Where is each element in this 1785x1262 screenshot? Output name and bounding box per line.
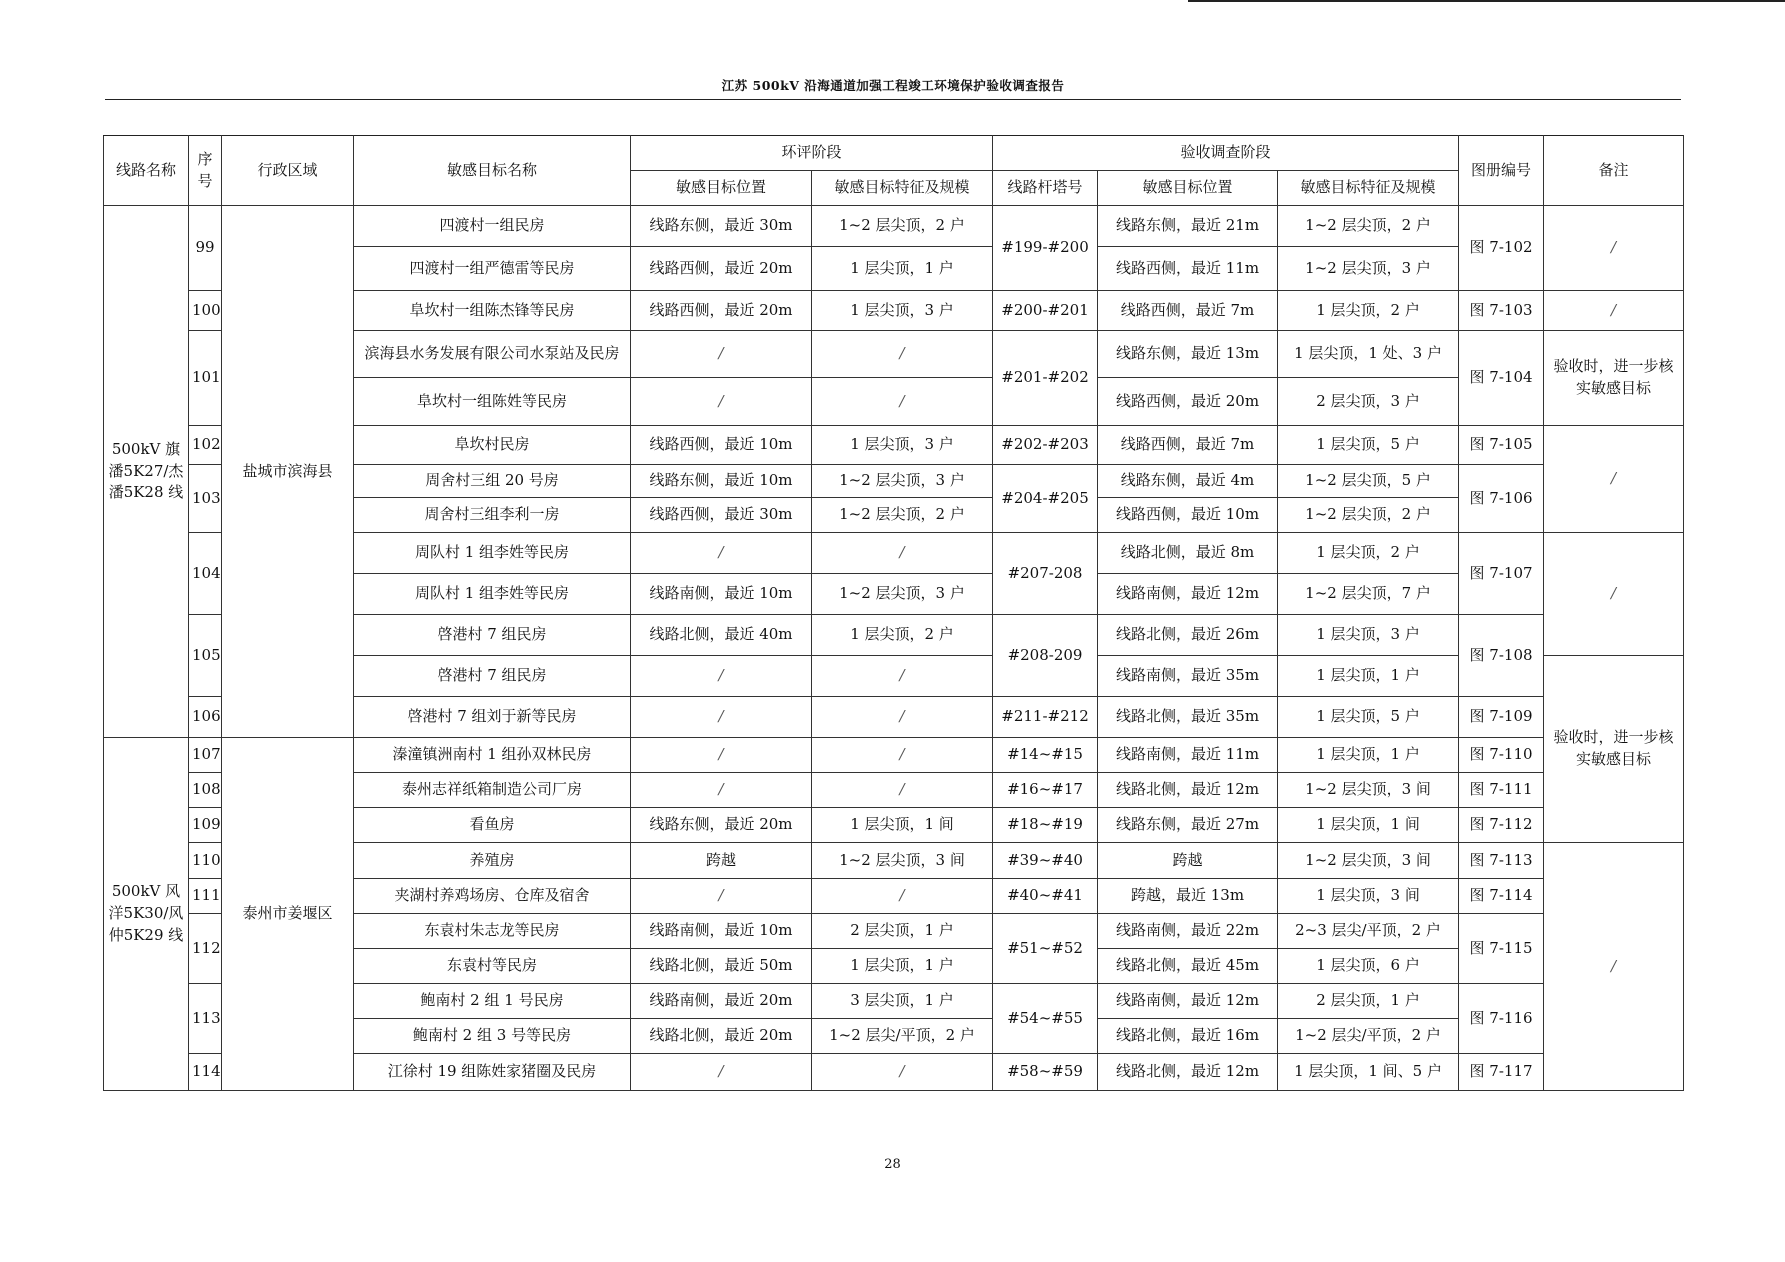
tower-cell: #199-#200	[993, 206, 1098, 291]
tower-cell: #39~#40	[993, 843, 1098, 879]
acc-feature-cell: 1 层尖顶，5 户	[1278, 426, 1459, 465]
acc-location-cell: 线路南侧，最近 22m	[1098, 914, 1278, 949]
acc-location-cell: 跨越	[1098, 843, 1278, 879]
target-name-cell: 周舍村三组 20 号房	[354, 465, 631, 498]
eia-feature-cell: 1~2 层尖顶，3 户	[812, 574, 993, 615]
acc-location-cell: 线路西侧，最近 7m	[1098, 291, 1278, 331]
col-header-acc-feature: 敏感目标特征及规模	[1278, 171, 1459, 206]
target-name-cell: 东袁村等民房	[354, 949, 631, 984]
col-header-region: 行政区域	[222, 136, 354, 206]
acc-feature-cell: 1~2 层尖顶，5 户	[1278, 465, 1459, 498]
acc-location-cell: 跨越，最近 13m	[1098, 879, 1278, 914]
target-name-cell: 啓港村 7 组民房	[354, 615, 631, 656]
figure-cell: 图 7-114	[1459, 879, 1544, 914]
target-name-cell: 阜坎村民房	[354, 426, 631, 465]
target-name-cell: 东袁村朱志龙等民房	[354, 914, 631, 949]
figure-cell: 图 7-113	[1459, 843, 1544, 879]
tower-cell: #208-209	[993, 615, 1098, 697]
eia-location-cell: /	[631, 331, 812, 378]
acc-location-cell: 线路北侧，最近 12m	[1098, 773, 1278, 808]
acc-location-cell: 线路东侧，最近 21m	[1098, 206, 1278, 247]
col-header-eia-stage: 环评阶段	[631, 136, 993, 171]
figure-cell: 图 7-110	[1459, 738, 1544, 773]
tower-cell: #202-#203	[993, 426, 1098, 465]
acc-feature-cell: 1 层尖顶，2 户	[1278, 291, 1459, 331]
eia-feature-cell: 1~2 层尖顶，3 户	[812, 465, 993, 498]
eia-feature-cell: 1 层尖顶，1 户	[812, 247, 993, 291]
acc-location-cell: 线路北侧，最近 26m	[1098, 615, 1278, 656]
seq-cell: 104	[189, 533, 222, 615]
eia-location-cell: 线路南侧，最近 10m	[631, 914, 812, 949]
region-cell: 盐城市滨海县	[222, 206, 354, 738]
tower-cell: #204-#205	[993, 465, 1098, 533]
eia-feature-cell: /	[812, 738, 993, 773]
remark-cell: 验收时，进一步核实敏感目标	[1544, 656, 1684, 843]
acc-location-cell: 线路东侧，最近 13m	[1098, 331, 1278, 378]
seq-cell: 100	[189, 291, 222, 331]
eia-location-cell: 线路北侧，最近 40m	[631, 615, 812, 656]
col-header-seq: 序号	[189, 136, 222, 206]
acc-location-cell: 线路南侧，最近 12m	[1098, 984, 1278, 1019]
acc-location-cell: 线路北侧，最近 35m	[1098, 697, 1278, 738]
eia-location-cell: 线路北侧，最近 50m	[631, 949, 812, 984]
eia-feature-cell: /	[812, 773, 993, 808]
acc-feature-cell: 1 层尖顶，3 间	[1278, 879, 1459, 914]
target-name-cell: 四渡村一组民房	[354, 206, 631, 247]
acc-feature-cell: 1 层尖顶，3 户	[1278, 615, 1459, 656]
figure-cell: 图 7-105	[1459, 426, 1544, 465]
report-header: 江苏 500kV 沿海通道加强工程竣工环境保护验收调查报告	[721, 78, 1065, 93]
col-header-line-name: 线路名称	[104, 136, 189, 206]
acc-feature-cell: 1 层尖顶，1 间、5 户	[1278, 1054, 1459, 1091]
eia-location-cell: 跨越	[631, 843, 812, 879]
acc-location-cell: 线路西侧，最近 7m	[1098, 426, 1278, 465]
target-name-cell: 周舍村三组李利一房	[354, 498, 631, 533]
seq-cell: 107	[189, 738, 222, 773]
acc-feature-cell: 2~3 层尖/平顶，2 户	[1278, 914, 1459, 949]
acc-location-cell: 线路北侧，最近 45m	[1098, 949, 1278, 984]
acc-location-cell: 线路北侧，最近 8m	[1098, 533, 1278, 574]
col-header-acceptance-stage: 验收调查阶段	[993, 136, 1459, 171]
eia-location-cell: /	[631, 738, 812, 773]
tower-cell: #16~#17	[993, 773, 1098, 808]
acc-feature-cell: 2 层尖顶，1 户	[1278, 984, 1459, 1019]
figure-cell: 图 7-117	[1459, 1054, 1544, 1091]
eia-feature-cell: 1 层尖顶，1 间	[812, 808, 993, 843]
tower-cell: #14~#15	[993, 738, 1098, 773]
eia-feature-cell: 1 层尖顶，3 户	[812, 291, 993, 331]
acc-feature-cell: 2 层尖顶，3 户	[1278, 378, 1459, 426]
figure-cell: 图 7-107	[1459, 533, 1544, 615]
col-header-eia-feature: 敏感目标特征及规模	[812, 171, 993, 206]
line-name-cell: 500kV 旗潘5K27/杰潘5K28 线	[104, 206, 189, 738]
remark-cell: /	[1544, 843, 1684, 1091]
seq-cell: 102	[189, 426, 222, 465]
header-rule	[105, 99, 1681, 100]
col-header-target-name: 敏感目标名称	[354, 136, 631, 206]
figure-cell: 图 7-111	[1459, 773, 1544, 808]
col-header-acc-location: 敏感目标位置	[1098, 171, 1278, 206]
eia-feature-cell: /	[812, 378, 993, 426]
eia-feature-cell: /	[812, 331, 993, 378]
target-name-cell: 鲍南村 2 组 3 号等民房	[354, 1019, 631, 1054]
eia-feature-cell: 1 层尖顶，2 户	[812, 615, 993, 656]
target-name-cell: 周队村 1 组李姓等民房	[354, 533, 631, 574]
sensitive-targets-table	[103, 135, 1684, 1091]
acc-feature-cell: 1~2 层尖顶，3 间	[1278, 843, 1459, 879]
tower-cell: #58~#59	[993, 1054, 1098, 1091]
tower-cell: #54~#55	[993, 984, 1098, 1054]
eia-feature-cell: /	[812, 1054, 993, 1091]
acc-location-cell: 线路西侧，最近 11m	[1098, 247, 1278, 291]
seq-cell: 109	[189, 808, 222, 843]
eia-location-cell: /	[631, 879, 812, 914]
target-name-cell: 江徐村 19 组陈姓家猪圈及民房	[354, 1054, 631, 1091]
acc-feature-cell: 1~2 层尖顶，2 户	[1278, 206, 1459, 247]
target-name-cell: 四渡村一组严德雷等民房	[354, 247, 631, 291]
eia-feature-cell: 3 层尖顶，1 户	[812, 984, 993, 1019]
tower-cell: #18~#19	[993, 808, 1098, 843]
remark-cell: /	[1544, 291, 1684, 331]
tower-cell: #200-#201	[993, 291, 1098, 331]
eia-location-cell: 线路西侧，最近 10m	[631, 426, 812, 465]
acc-location-cell: 线路南侧，最近 12m	[1098, 574, 1278, 615]
eia-feature-cell: 2 层尖顶，1 户	[812, 914, 993, 949]
target-name-cell: 周队村 1 组李姓等民房	[354, 574, 631, 615]
eia-location-cell: 线路西侧，最近 20m	[631, 247, 812, 291]
acc-location-cell: 线路北侧，最近 12m	[1098, 1054, 1278, 1091]
acc-feature-cell: 1 层尖顶，1 处、3 户	[1278, 331, 1459, 378]
acc-feature-cell: 1 层尖顶，1 户	[1278, 656, 1459, 697]
figure-cell: 图 7-104	[1459, 331, 1544, 426]
acc-feature-cell: 1~2 层尖顶，2 户	[1278, 498, 1459, 533]
acc-location-cell: 线路东侧，最近 4m	[1098, 465, 1278, 498]
page-number: 28	[884, 1157, 901, 1172]
line-name-cell: 500kV 风洋5K30/风仲5K29 线	[104, 738, 189, 1091]
target-name-cell: 泰州志祥纸箱制造公司厂房	[354, 773, 631, 808]
figure-cell: 图 7-103	[1459, 291, 1544, 331]
eia-location-cell: /	[631, 533, 812, 574]
figure-cell: 图 7-109	[1459, 697, 1544, 738]
tower-cell: #207-208	[993, 533, 1098, 615]
acc-location-cell: 线路南侧，最近 11m	[1098, 738, 1278, 773]
eia-location-cell: 线路东侧，最近 30m	[631, 206, 812, 247]
eia-location-cell: 线路西侧，最近 20m	[631, 291, 812, 331]
acc-feature-cell: 1~2 层尖/平顶，2 户	[1278, 1019, 1459, 1054]
acc-location-cell: 线路西侧，最近 20m	[1098, 378, 1278, 426]
target-name-cell: 夹湖村养鸡场房、仓库及宿舍	[354, 879, 631, 914]
eia-feature-cell: 1~2 层尖顶，3 间	[812, 843, 993, 879]
target-name-cell: 滨海县水务发展有限公司水泵站及民房	[354, 331, 631, 378]
target-name-cell: 溱潼镇洲南村 1 组孙双林民房	[354, 738, 631, 773]
target-name-cell: 阜坎村一组陈杰锋等民房	[354, 291, 631, 331]
figure-cell: 图 7-106	[1459, 465, 1544, 533]
acc-feature-cell: 1 层尖顶，6 户	[1278, 949, 1459, 984]
eia-feature-cell: /	[812, 697, 993, 738]
eia-feature-cell: 1~2 层尖顶，2 户	[812, 206, 993, 247]
eia-feature-cell: 1 层尖顶，1 户	[812, 949, 993, 984]
seq-cell: 108	[189, 773, 222, 808]
remark-cell: 验收时，进一步核实敏感目标	[1544, 331, 1684, 426]
remark-cell: /	[1544, 206, 1684, 291]
seq-cell: 114	[189, 1054, 222, 1091]
eia-location-cell: 线路南侧，最近 20m	[631, 984, 812, 1019]
eia-location-cell: /	[631, 1054, 812, 1091]
eia-feature-cell: /	[812, 656, 993, 697]
eia-feature-cell: /	[812, 879, 993, 914]
figure-cell: 图 7-108	[1459, 615, 1544, 697]
acc-location-cell: 线路西侧，最近 10m	[1098, 498, 1278, 533]
target-name-cell: 阜坎村一组陈姓等民房	[354, 378, 631, 426]
figure-cell: 图 7-115	[1459, 914, 1544, 984]
eia-location-cell: 线路东侧，最近 10m	[631, 465, 812, 498]
acc-feature-cell: 1 层尖顶，2 户	[1278, 533, 1459, 574]
col-header-figure: 图册编号	[1459, 136, 1544, 206]
eia-location-cell: /	[631, 773, 812, 808]
eia-location-cell: /	[631, 697, 812, 738]
eia-feature-cell: 1~2 层尖顶，2 户	[812, 498, 993, 533]
eia-feature-cell: 1 层尖顶，3 户	[812, 426, 993, 465]
figure-cell: 图 7-116	[1459, 984, 1544, 1054]
seq-cell: 113	[189, 984, 222, 1054]
col-header-tower: 线路杆塔号	[993, 171, 1098, 206]
eia-feature-cell: /	[812, 533, 993, 574]
eia-location-cell: 线路西侧，最近 30m	[631, 498, 812, 533]
eia-location-cell: /	[631, 656, 812, 697]
tower-cell: #40~#41	[993, 879, 1098, 914]
seq-cell: 111	[189, 879, 222, 914]
acc-location-cell: 线路东侧，最近 27m	[1098, 808, 1278, 843]
remark-cell: /	[1544, 533, 1684, 656]
seq-cell: 105	[189, 615, 222, 697]
eia-location-cell: 线路北侧，最近 20m	[631, 1019, 812, 1054]
acc-feature-cell: 1~2 层尖顶，3 户	[1278, 247, 1459, 291]
acc-feature-cell: 1 层尖顶，1 户	[1278, 738, 1459, 773]
seq-cell: 101	[189, 331, 222, 426]
remark-cell: /	[1544, 426, 1684, 533]
tower-cell: #211-#212	[993, 697, 1098, 738]
eia-location-cell: 线路南侧，最近 10m	[631, 574, 812, 615]
acc-location-cell: 线路北侧，最近 16m	[1098, 1019, 1278, 1054]
figure-cell: 图 7-112	[1459, 808, 1544, 843]
eia-location-cell: 线路东侧，最近 20m	[631, 808, 812, 843]
eia-feature-cell: 1~2 层尖/平顶，2 户	[812, 1019, 993, 1054]
seq-cell: 106	[189, 697, 222, 738]
target-name-cell: 啓港村 7 组民房	[354, 656, 631, 697]
col-header-eia-location: 敏感目标位置	[631, 171, 812, 206]
top-rule	[1188, 0, 1785, 2]
seq-cell: 112	[189, 914, 222, 984]
tower-cell: #51~#52	[993, 914, 1098, 984]
eia-location-cell: /	[631, 378, 812, 426]
target-name-cell: 啓港村 7 组刘于新等民房	[354, 697, 631, 738]
seq-cell: 110	[189, 843, 222, 879]
seq-cell: 99	[189, 206, 222, 291]
region-cell: 泰州市姜堰区	[222, 738, 354, 1091]
target-name-cell: 鲍南村 2 组 1 号民房	[354, 984, 631, 1019]
acc-feature-cell: 1 层尖顶，1 间	[1278, 808, 1459, 843]
acc-feature-cell: 1~2 层尖顶，3 间	[1278, 773, 1459, 808]
col-header-remark: 备注	[1544, 136, 1684, 206]
target-name-cell: 看鱼房	[354, 808, 631, 843]
seq-cell: 103	[189, 465, 222, 533]
acc-feature-cell: 1 层尖顶，5 户	[1278, 697, 1459, 738]
acc-location-cell: 线路南侧，最近 35m	[1098, 656, 1278, 697]
tower-cell: #201-#202	[993, 331, 1098, 426]
acc-feature-cell: 1~2 层尖顶，7 户	[1278, 574, 1459, 615]
target-name-cell: 养殖房	[354, 843, 631, 879]
figure-cell: 图 7-102	[1459, 206, 1544, 291]
